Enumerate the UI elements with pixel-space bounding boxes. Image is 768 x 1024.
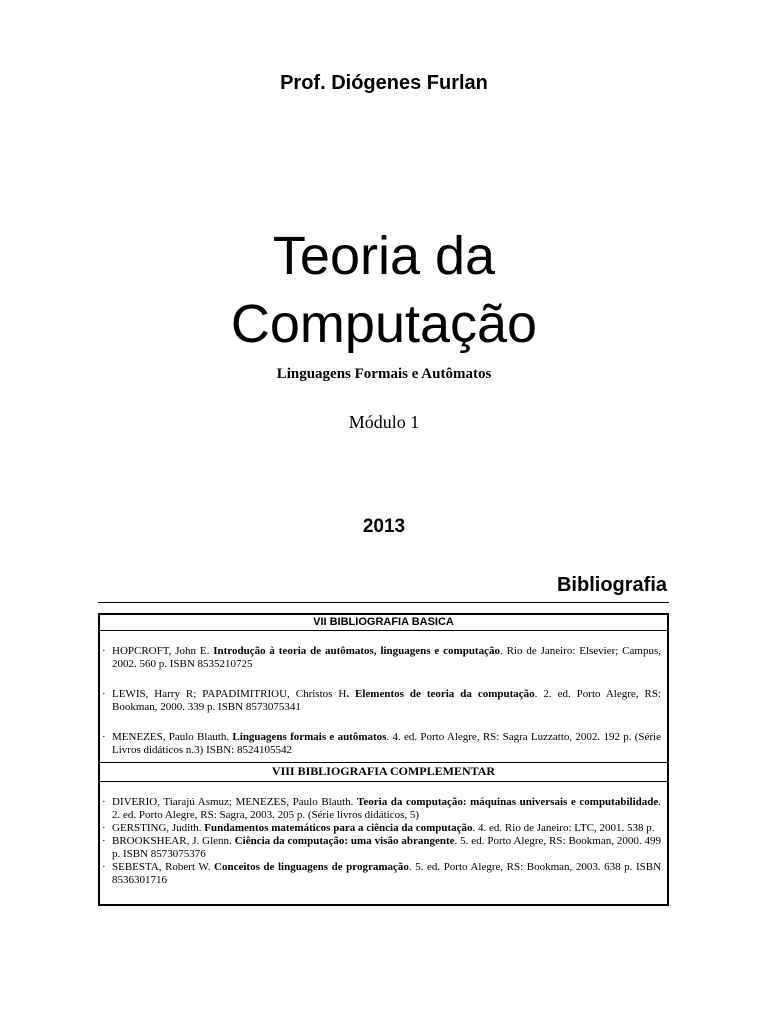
bullet-icon: · xyxy=(102,835,106,847)
bibliography-entry xyxy=(100,688,661,714)
year-label: 2013 xyxy=(362,516,406,537)
document-title xyxy=(0,222,768,358)
bullet-icon: · xyxy=(102,822,106,834)
document-subtitle: Linguagens Formais e Autômatos xyxy=(276,366,492,382)
bullet-icon: · xyxy=(102,861,106,873)
bullet-icon: · xyxy=(102,645,106,657)
entry-title: Teoria da computação: máquinas universais e computabilidade xyxy=(357,796,659,808)
entry-author: BROOKSHEAR, J. Glenn. xyxy=(112,835,235,847)
title-line-2: Computação xyxy=(230,294,538,354)
bullet-icon: · xyxy=(102,688,106,700)
entry-author: LEWIS, Harry R; PAPADIMITRIOU, Christos H xyxy=(112,688,347,700)
bullet-icon: · xyxy=(102,796,106,808)
entry-publication: . 2. ed. Porto Alegre, RS: Bookman, 2000. 339 p. ISBN 8573075341 xyxy=(112,688,661,713)
bibliography-heading: Bibliografia xyxy=(556,574,667,596)
entry-title: . Elementos de teoria da computação xyxy=(346,688,535,700)
bibliography-entry xyxy=(100,731,661,757)
entry-publication: . 2. ed. Porto Alegre, RS: Sagra, 2003. 205 p. (Série livros didáticos, 5) xyxy=(112,796,661,821)
entry-title: Fundamentos matemáticos para a ciência da computação xyxy=(204,822,473,834)
bibliography-entry xyxy=(100,796,661,822)
entry-author: DIVERIO, Tiarajú Asmuz; MENEZES, Paulo Blauth. xyxy=(112,796,358,808)
bibliography-entry xyxy=(100,835,661,861)
entry-author: HOPCROFT, John E. xyxy=(112,645,214,657)
module-label: Módulo 1 xyxy=(348,412,420,432)
basic-bibliography-list xyxy=(100,631,667,762)
entry-title: Conceitos de linguagens de programação xyxy=(214,861,409,873)
entry-author: MENEZES, Paulo Blauth. xyxy=(112,731,233,743)
basic-bibliography-header: VII BIBLIOGRAFIA BASICA xyxy=(100,615,667,631)
entry-publication: . 5. ed. Porto Alegre, RS: Bookman, 2000. 499 p. ISBN 8573075376 xyxy=(112,835,662,860)
entry-author: GERSTING, Judith. xyxy=(112,822,205,834)
title-line-1: Teoria da xyxy=(272,226,496,286)
bibliography-entry xyxy=(100,861,661,887)
heading-divider xyxy=(98,602,669,603)
entry-author: SEBESTA, Robert W. xyxy=(112,861,215,873)
bibliography-entry xyxy=(100,822,661,835)
entry-title: Ciência da computação: uma visão abrangente xyxy=(234,835,455,847)
entry-publication: . 4. ed. Porto Alegre, RS: Sagra Luzzatto, 2002. 192 p. (Série Livros didáticos n.3) ISBN: 8524105542 xyxy=(112,731,661,756)
bullet-icon: · xyxy=(102,731,106,743)
complementary-bibliography-list xyxy=(100,782,667,904)
complementary-bibliography-header: VIII BIBLIOGRAFIA COMPLEMENTAR xyxy=(100,762,667,782)
entry-publication: . 4. ed. Rio de Janeiro: LTC, 2001. 538 p. xyxy=(472,822,655,834)
bibliography-table xyxy=(98,613,669,906)
entry-title: Linguagens formais e autômatos xyxy=(232,731,387,743)
bibliography-entry xyxy=(100,645,661,671)
entry-publication: . Rio de Janeiro: Elsevier; Campus, 2002. 560 p. ISBN 8535210725 xyxy=(112,645,661,670)
author-name: Prof. Diógenes Furlan xyxy=(280,72,488,94)
entry-publication: . 5. ed. Porto Alegre, RS: Bookman, 2003. 638 p. ISBN 8536301716 xyxy=(112,861,662,886)
entry-title: Introdução à teoria de autômatos, linguagens e computação xyxy=(213,645,500,657)
